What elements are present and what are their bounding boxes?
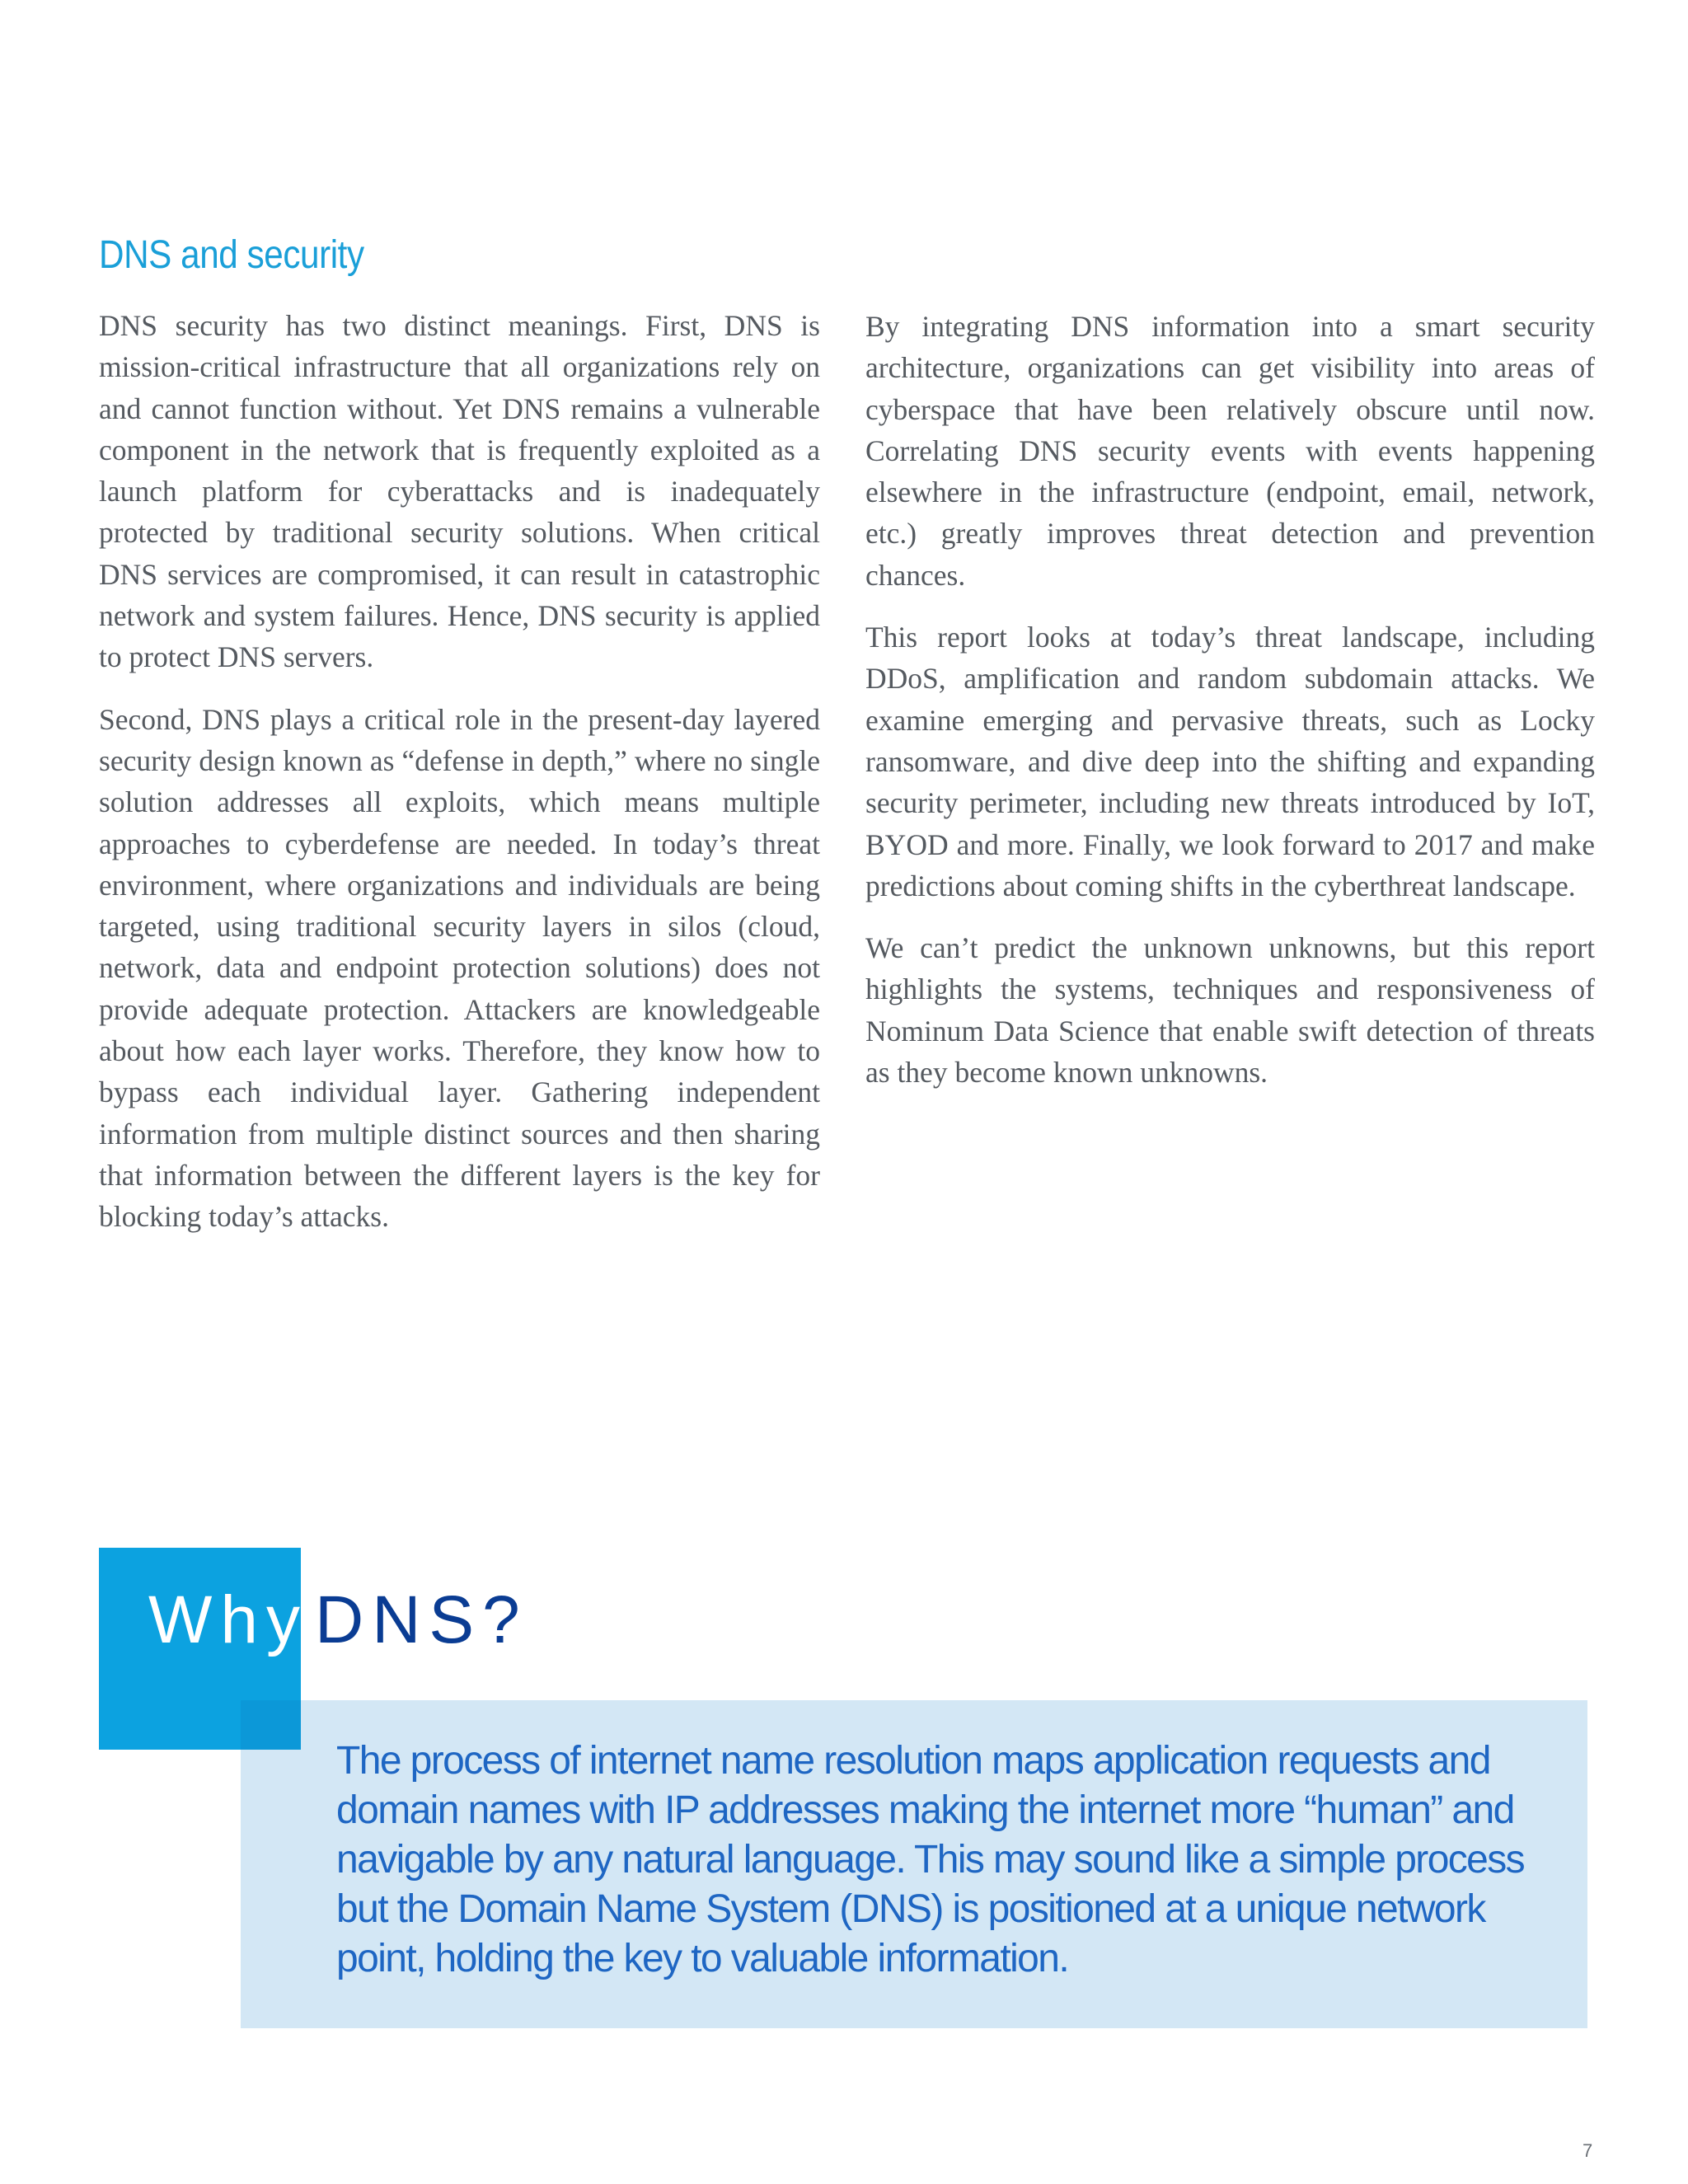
- right-column: [865, 306, 1595, 1113]
- paragraph: This report looks at today’s threat landscape, including DDoS, amplification and random subdomain attacks. We examine emerging and pervasive threats, such as Locky ransomware, and dive deep into the shifting and expanding security perimeter, including new threats introduced by IoT, BYOD and more. Finally, we look forward to 2017 and make predictions about coming shifts in the cyberthreat landscape.: [865, 621, 1595, 902]
- paragraph: We can’t predict the unknown unknowns, but this report highlights the systems, techniques and responsiveness of Nominum Data Science that enable swift detection of threats as they become known unknowns.: [865, 931, 1595, 1090]
- callout-overlap: [241, 1700, 301, 1750]
- paragraph: By integrating DNS information into a smart security architecture, organizations can get visibility into areas of cyberspace that have been relatively obscure until now. Correlating DNS security events with events happening elsewhere in the infrastructure (endpoint, email, network, etc.) greatly improves threat detection and prevention chances.: [865, 310, 1595, 592]
- callout-title: [148, 1582, 528, 1657]
- paragraph: Second, DNS plays a critical role in the present-day layered security design known as “defense in depth,” where no single solution addresses all exploits, which means multiple approaches to cyberdefense are needed. In today’s threat environment, where organizations and individuals are being targeted, using traditional security layers in silos (cloud, network, data and endpoint protection solutions) does not provide adequate protection. Attackers are knowledgeable about how each layer works. Therefore, they know how to bypass each individual layer. Gathering independent information from multiple distinct sources and then sharing that information between the different layers is the key for blocking today’s attacks.: [99, 702, 820, 1234]
- callout-title-dns: DNS?: [315, 1582, 528, 1657]
- paragraph: DNS security has two distinct meanings. First, DNS is mission-critical infrastructure that all organizations rely on and cannot function without. Yet DNS remains a vulnerable component in the network that is frequently exploited as a launch platform for cyberattacks and is inadequately protected by traditional security solutions. When critical DNS services are compromised, it can result in catastrophic network and system failures. Hence, DNS security is applied to protect DNS servers.: [99, 309, 820, 674]
- left-column: [99, 305, 820, 1258]
- section-heading: DNS and security: [99, 233, 364, 277]
- callout-title-why: Why: [148, 1582, 308, 1657]
- callout-body: The process of internet name resolution maps application requests and domain names with IP addresses making the internet more “human” and navigable by any natural language. This may sound like a simple process but the Domain Name System (DNS) is positioned at a unique network point, holding the key to valuable information.: [336, 1739, 1525, 1980]
- page-number: 7: [1582, 2140, 1593, 2161]
